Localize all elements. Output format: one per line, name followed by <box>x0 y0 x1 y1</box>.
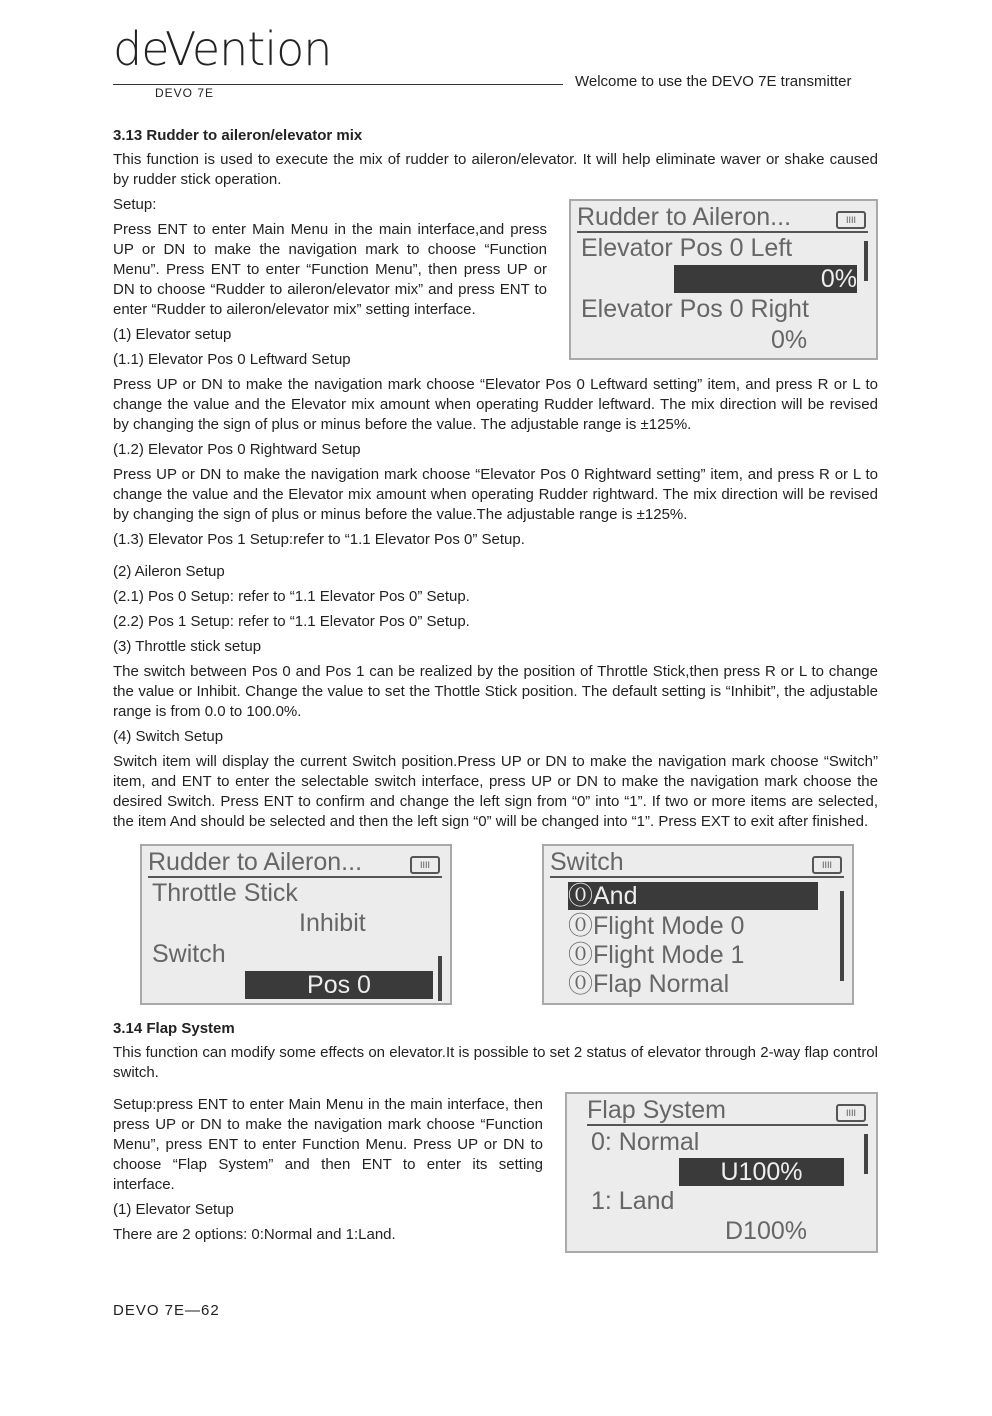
header-welcome: Welcome to use the DEVO 7E transmitter <box>575 73 852 90</box>
lcd-title: Rudder to Aileron... <box>148 848 442 878</box>
section-3-13-title: 3.13 Rudder to aileron/elevator mix <box>113 127 363 144</box>
lcd-title: Rudder to Aileron... <box>577 203 868 233</box>
lcd-value: D100% <box>725 1217 807 1245</box>
paragraph: There are 2 options: 0:Normal and 1:Land. <box>113 1226 396 1243</box>
section-intro: This function is used to execute the mix of rudder to aileron/elevator. It will help eliminate waver or shake caused by rudder stick operation. <box>113 151 878 188</box>
subheading: (1.2) Elevator Pos 0 Rightward Setup <box>113 441 361 458</box>
setup-text: Press ENT to enter Main Menu in the main interface,and press UP or DN to make the navigation mark to choose “Function Menu”. Press ENT to enter “Function Menu”, then press UP or DN to choose “Rudder to aileron/elevator mix” and press ENT to enter “Rudder to aileron/elevator mix” setting interface. <box>113 221 547 318</box>
lcd-title: Switch <box>550 848 844 878</box>
paragraph: (2.2) Pos 1 Setup: refer to “1.1 Elevator Pos 0” Setup. <box>113 613 470 630</box>
subheading: (3) Throttle stick setup <box>113 638 262 655</box>
section-3-14-title: 3.14 Flap System <box>113 1020 235 1037</box>
content-column <box>113 126 878 1321</box>
subheading: (1) Elevator Setup <box>113 1201 234 1218</box>
lcd-item: Elevator Pos 0 Left <box>581 234 793 262</box>
lcd-value: 0% <box>771 326 808 354</box>
lcd-item: ⓪Flap Normal <box>568 970 730 998</box>
page-footer: DEVO 7E—62 <box>113 1302 220 1319</box>
lcd-item: 1: Land <box>591 1187 675 1215</box>
lcd-row <box>113 844 878 1005</box>
lcd-item: Throttle Stick <box>152 879 298 907</box>
lcd-rudder-elevator <box>569 199 878 360</box>
header-rule <box>113 84 563 85</box>
paragraph: Press UP or DN to make the navigation mark choose “Elevator Pos 0 Leftward setting” item, and press R or L to change the value and the Elevator mix amount when operating Rudder leftward. The mix direction will be revised by changing the sign of plus or minus before the value. The adjustable range is ±125%. <box>113 376 878 433</box>
header-model: DEVO 7E <box>155 86 215 100</box>
lcd-switch <box>542 844 854 1005</box>
scrollbar <box>864 241 868 281</box>
paragraph: Press UP or DN to make the navigation mark choose “Elevator Pos 0 Rightward setting” item, and press R or L to change the value and the Elevator mix amount when operating Rudder rightward. The mix direction will be revised by changing the sign of plus or minus before the value.The adjustable range is ±125%. <box>113 466 878 523</box>
paragraph: This function can modify some effects on elevator.It is possible to set 2 status of elevator through 2-way flap control switch. <box>113 1044 878 1081</box>
lcd-item: ⓪Flight Mode 0 <box>568 912 745 940</box>
lcd-item-selected: ⓪And <box>568 882 818 910</box>
setup-label: Setup: <box>113 196 157 213</box>
lcd-item: ⓪Flight Mode 1 <box>568 941 745 969</box>
subheading: (2) Aileron Setup <box>113 563 225 580</box>
scrollbar <box>438 956 442 1001</box>
paragraph: Switch item will display the current Switch position.Press UP or DN to make the navigation mark choose “Switch” item, and ENT to enter the selectable switch interface, press UP or DN to make the navigation mark choose the desired Switch. Press ENT to confirm and change the left sign from “0” into “1”. If two or more items are selected, the item And should be selected and then the left sign “0” will be changed into “1”. Press EXT to exit after finished. <box>113 753 878 830</box>
paragraph: The switch between Pos 0 and Pos 1 can be realized by the position of Throttle Stick,then press R or L to change the value or Inhibit. Change the value to set the Thottle Stick position. The default setting is “Inhibit”, the adjustable range is from 0.0 to 100.0%. <box>113 663 878 720</box>
subheading: (1) Elevator setup <box>113 326 232 343</box>
scrollbar <box>864 1134 868 1174</box>
lcd-throttle-switch <box>140 844 452 1005</box>
subheading: (1.1) Elevator Pos 0 Leftward Setup <box>113 351 351 368</box>
battery-icon: IIII <box>836 1104 866 1122</box>
lcd-value-selected: 0% <box>674 265 857 293</box>
lcd-title: Flap System <box>587 1096 868 1126</box>
subheading: (4) Switch Setup <box>113 728 224 745</box>
lcd-item: Switch <box>152 940 226 968</box>
battery-icon: IIII <box>836 211 866 229</box>
battery-icon: IIII <box>812 856 842 874</box>
lcd-item: 0: Normal <box>591 1128 700 1156</box>
devention-logo: deVention <box>113 22 332 76</box>
lcd-flap-system <box>565 1092 878 1253</box>
paragraph: Setup:press ENT to enter Main Menu in the main interface, then press UP or DN to make the navigation mark choose “Function Menu”, press ENT to enter Function Menu. Press UP or DN to choose “Flap System” and then ENT to enter its setting interface. <box>113 1096 543 1193</box>
scrollbar <box>840 891 844 981</box>
battery-icon: IIII <box>410 856 440 874</box>
paragraph: (2.1) Pos 0 Setup: refer to “1.1 Elevator Pos 0” Setup. <box>113 588 470 605</box>
lcd-value-selected: Pos 0 <box>245 971 433 999</box>
lcd-value: Inhibit <box>299 909 366 937</box>
paragraph: (1.3) Elevator Pos 1 Setup:refer to “1.1 Elevator Pos 0” Setup. <box>113 531 525 548</box>
lcd-item: Elevator Pos 0 Right <box>581 295 809 323</box>
lcd-value-selected: U100% <box>679 1158 844 1186</box>
